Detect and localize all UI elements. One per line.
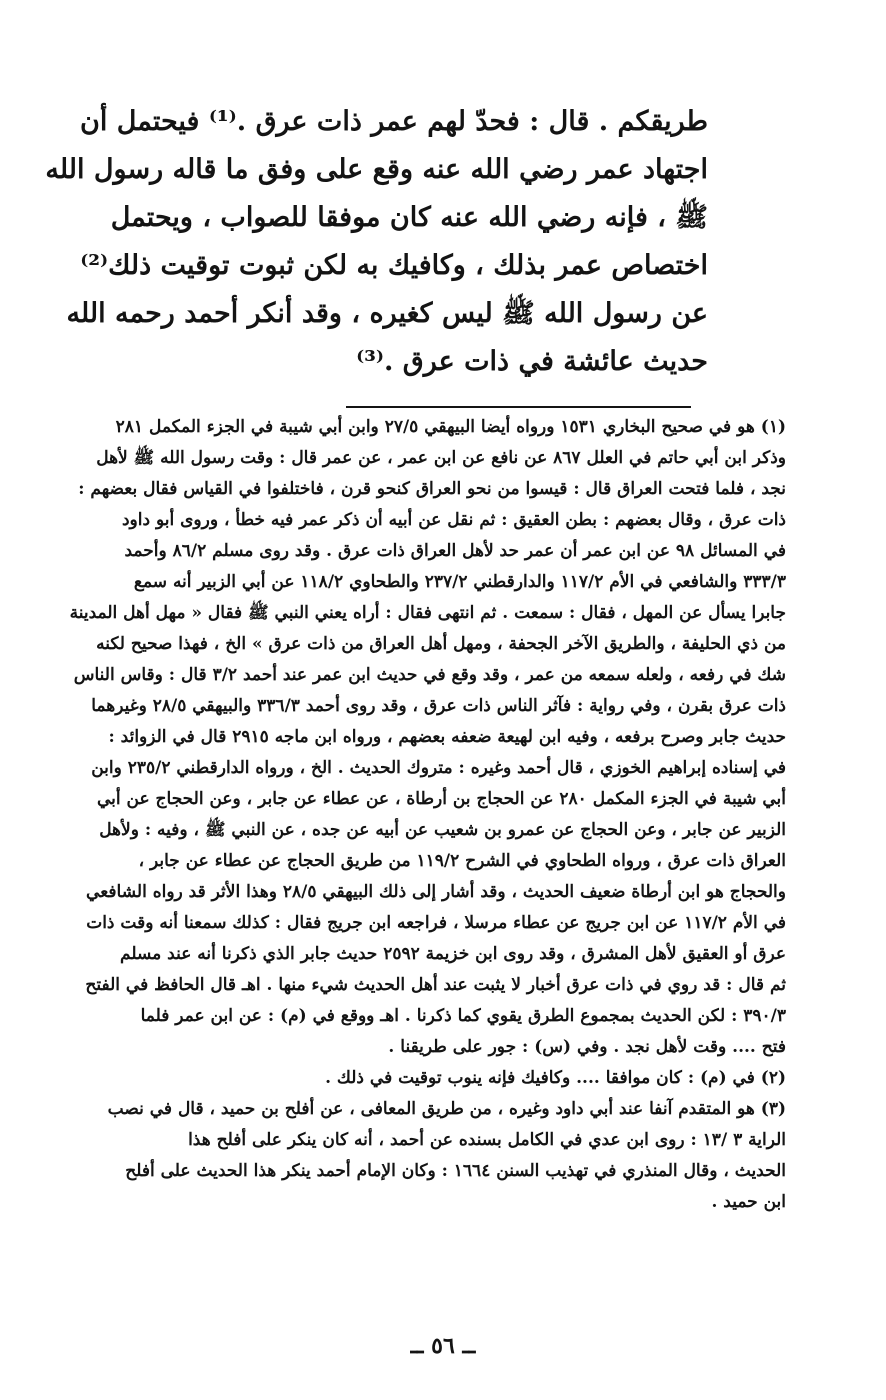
footnote-line: ابن حميد . [711, 1192, 786, 1212]
main-text-line: عن رسول الله ﷺ ليس كغيره ، وقد أنكر أحمد رحمه الله [66, 298, 708, 329]
footnote-line: (١) هو في صحيح البخاري ١٥٣١ ورواه أيضا البيهقي ٢٧/٥ وابن أبي شيبة في الجزء المكمل ٢٨١ [115, 417, 786, 437]
footnote-line: الراية ٣ /١٣ : روى ابن عدي في الكامل بسنده عن أحمد ، أنه كان ينكر على أفلح هذا [188, 1130, 786, 1150]
footnote-line: الزبير عن جابر ، وعن الحجاج عن عمرو بن شعيب عن أبيه عن جده ، عن النبي ﷺ ، وفيه : ولأهل [99, 820, 786, 840]
main-text-block [45, 98, 708, 386]
footnote-line: العراق ذات عرق ، ورواه الطحاوي في الشرح ١١٩/٢ من طريق الحجاج عن عطاء عن جابر ، [138, 851, 786, 871]
footnote-line: في إسناده إبراهيم الخوزي ، قال أحمد وغيره : متروك الحديث . الخ ، ورواه الدارقطني ٢٣٥/٢ وابن [91, 758, 786, 778]
main-text-line: اختصاص عمر بذلك ، وكافيك به لكن ثبوت توقيت ذلك⁽²⁾ [80, 250, 708, 281]
main-text-line: حديث عائشة في ذات عرق .⁽³⁾ [356, 346, 708, 377]
footnote-line: ذات عرق بقرن ، وفي رواية : فآثر الناس ذات عرق ، وقد روى أحمد ٣٣٦/٣ والبيهقي ٢٨/٥ وغيرهما [91, 696, 786, 716]
main-text-line: طريقكم . قال : فحدّ لهم عمر ذات عرق .⁽¹⁾ فيحتمل أن [80, 106, 708, 137]
footnote-line: أبي شيبة في الجزء المكمل ٢٨٠ عن الحجاج بن أرطاة ، عن عطاء عن جابر ، وعن الحجاج عن أبي [97, 789, 786, 809]
footnote-line: الحديث ، وقال المنذري في تهذيب السنن ١٦٦٤ : وكان الإمام أحمد ينكر هذا الحديث على أفلح [125, 1161, 786, 1181]
footnote-line: من ذي الحليفة ، والطريق الآخر الجحفة ، ومهل أهل العراق من ذات عرق » الخ ، فهذا صحيح لكنه [96, 634, 786, 654]
footnote-line: وذكر ابن أبي حاتم في العلل ٨٦٧ عن نافع عن ابن عمر ، عن عمر قال : وقت رسول الله ﷺ لأهل [96, 448, 786, 468]
footnote-line: شك في رفعه ، ولعله سمعه من عمر ، وقد وقع في حديث ابن عمر عند أحمد ٣/٢ قال : وقاس الناس [73, 665, 786, 685]
footnote-line: ذات عرق ، وقال بعضهم : بطن العقيق : ثم نقل عن أبيه أن ذكر عمر فيه خطأ ، وروى أبو داود [121, 510, 786, 530]
footnote-line: ٣٩٠/٣ : لكن الحديث بمجموع الطرق يقوي كما ذكرنا . اهـ ووقع في (م) : عن ابن عمر فلما [140, 1006, 786, 1026]
footnote-line: ثم قال : قد روي في ذات عرق أخبار لا يثبت عند أهل الحديث شيء منها . اهـ قال الحافظ في الفتح [85, 975, 786, 995]
footnote-line: في المسائل ٩٨ عن ابن عمر أن عمر حد لأهل العراق ذات عرق . وقد روى مسلم ٨٦/٢ وأحمد [124, 541, 786, 561]
footnote-line: في الأم ١١٧/٢ عن ابن جريج عن عطاء مرسلا ، فراجعه ابن جريج فقال : كذلك سمعنا أنه وقت ذات [86, 913, 786, 933]
footnote-line: حديث جابر وصرح برفعه ، وفيه ابن لهيعة ضعفه بعضهم ، ورواه ابن ماجه ٢٩١٥ قال في الزوائد : [108, 727, 786, 747]
footnote-line: جابرا يسأل عن المهل ، فقال : سمعت . ثم انتهى فقال : أراه يعني النبي ﷺ فقال « مهل أهل المدينة [69, 603, 786, 623]
footnote-line: فتح .... وقت لأهل نجد . وفي (س) : جور على طريقنا . [388, 1037, 786, 1057]
footnote-line: ٣٣٣/٣ والشافعي في الأم ١١٧/٢ والدارقطني ٢٣٧/٢ والطحاوي ١١٨/٢ عن أبي الزبير أنه سمع [133, 572, 786, 592]
footnote-line: نجد ، فلما فتحت العراق قال : قيسوا من نحو العراق كنحو قرن ، فاختلفوا في القياس فقال بعضهم : [78, 479, 786, 499]
footnote-line: (٢) في (م) : كان موافقا .... وكافيك فإنه ينوب توقيت في ذلك . [325, 1068, 786, 1088]
footnotes-block [69, 412, 786, 1218]
page-number: ــ ٥٦ ــ [410, 1333, 476, 1359]
footnote-line: عرق أو العقيق لأهل المشرق ، وقد روى ابن خزيمة ٢٥٩٢ حديث جابر الذي ذكرنا أنه عند مسلم [120, 944, 786, 964]
footnote-line: والحجاج هو ابن أرطاة ضعيف الحديث ، وقد أشار إلى ذلك البيهقي ٢٨/٥ وهذا الأثر قد رواه الشافعي [86, 882, 786, 902]
footnote-separator-rule [346, 406, 691, 408]
main-text-line: اجتهاد عمر رضي الله عنه وقع على وفق ما قاله رسول الله [45, 154, 708, 185]
main-text-line: ﷺ ، فإنه رضي الله عنه كان موفقا للصواب ، ويحتمل [110, 202, 708, 233]
footnote-line: (٣) هو المتقدم آنفا عند أبي داود وغيره ، من طريق المعافى ، عن أفلح بن حميد ، قال في نصب [107, 1099, 786, 1119]
